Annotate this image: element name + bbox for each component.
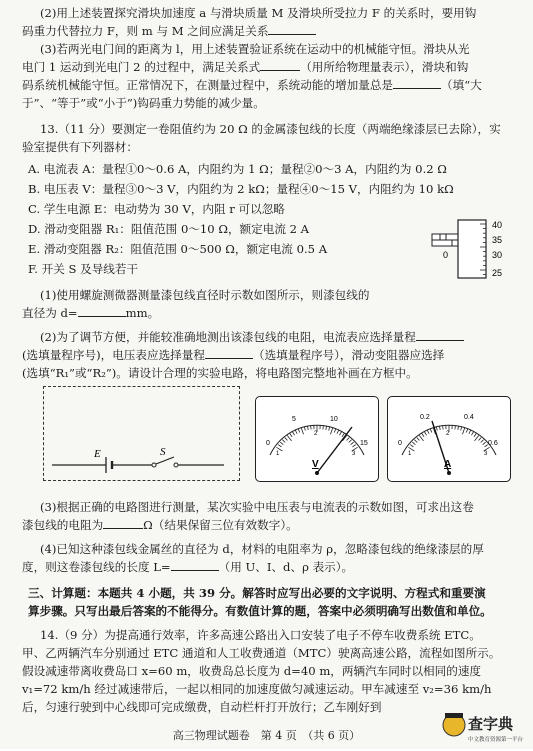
line-text: (3)若两光电门间的距离为 l，用上述装置验证系统在运动中的机械能守恒。滑块从光 bbox=[40, 42, 470, 56]
text-line bbox=[22, 348, 444, 362]
ammeter-scale-label: 0.6 bbox=[488, 440, 498, 447]
line-text: 漆包线的电阻为 bbox=[22, 518, 103, 532]
micrometer-tick-label: 25 bbox=[492, 268, 502, 278]
line-text: F. 开关 S 及导线若干 bbox=[28, 262, 138, 276]
dial-tick bbox=[326, 426, 327, 430]
text-line bbox=[28, 242, 327, 256]
text-line bbox=[40, 330, 464, 344]
dial-tick bbox=[323, 425, 324, 429]
dial-tick bbox=[339, 432, 341, 435]
dial-tick bbox=[280, 442, 283, 445]
dial-tick bbox=[471, 432, 473, 435]
text-line bbox=[22, 560, 353, 574]
text-line bbox=[22, 24, 316, 38]
text-line bbox=[22, 682, 491, 696]
ammeter-small-label: 1 bbox=[408, 451, 412, 457]
ammeter-scale-label: 0.4 bbox=[464, 414, 474, 421]
dial-tick bbox=[292, 432, 294, 435]
dial-tick bbox=[347, 437, 350, 440]
line-text-tail: （填“大 bbox=[441, 78, 482, 92]
text-line bbox=[28, 182, 454, 196]
text-line bbox=[40, 6, 476, 20]
dial-tick bbox=[419, 435, 423, 440]
micrometer-main-mark: 0 bbox=[443, 250, 448, 260]
dial-tick bbox=[307, 426, 308, 430]
answer-blank[interactable] bbox=[260, 60, 300, 71]
line-text: 14.（9 分）为提高通行效率，许多高速公路出入口安装了电子不停车收费系统 ETC。 bbox=[40, 628, 481, 642]
line-text: 后，匀速行驶到中心线即可完成缴费，自动栏杆打开放行；乙车刚好到 bbox=[22, 700, 381, 714]
line-text: 电门 1 运动到光电门 2 的过程中，满足关系式 bbox=[22, 60, 260, 74]
text-line bbox=[22, 96, 265, 110]
dial-tick bbox=[424, 432, 426, 435]
line-text-tail: （选填量程序号），滑动变阻器应选择 bbox=[253, 348, 444, 362]
dial-tick bbox=[481, 440, 484, 443]
voltmeter-scale-label: 5 bbox=[292, 416, 296, 423]
dial-tick bbox=[458, 426, 459, 430]
micrometer-tick-label: 40 bbox=[492, 220, 502, 230]
line-text: (2)用上述装置探究滑块加速度 a 与滑块质量 M 及滑块所受拉力 F 的关系时，要用钩 bbox=[40, 6, 476, 20]
line-text-tail: （用 U、I、d、ρ 表示）。 bbox=[219, 560, 354, 574]
answer-blank[interactable] bbox=[171, 560, 219, 571]
line-text: v₁=72 km/h 经过减速带后，一起以相同的加速度做匀减速运动。甲车减速至 v₂=36 km/h bbox=[22, 682, 491, 696]
line-text: 度，则这卷漆包线的长度 L= bbox=[22, 560, 171, 574]
text-line bbox=[28, 586, 486, 600]
line-text: 码系统机械能守恒。正常情况下，在测量过程中，系统动能的增加量总是 bbox=[22, 78, 393, 92]
dial-tick bbox=[443, 425, 444, 429]
line-text: (3)根据正确的电路图进行测量，某次实验中电压表与电流表的示数如图，可求出这卷 bbox=[40, 500, 474, 514]
text-line bbox=[40, 542, 484, 556]
dial-tick bbox=[298, 429, 300, 433]
line-text: A. 电流表 A：量程①0～0.6 A，内阻约为 1 Ω；量程②0～3 A，内阻约为 0.2 Ω bbox=[28, 162, 447, 176]
dial-tick bbox=[479, 437, 482, 440]
dial-tick bbox=[278, 445, 281, 447]
text-line bbox=[28, 262, 138, 276]
voltmeter-scale-label: 0 bbox=[266, 440, 270, 447]
voltmeter-small-label: 3 bbox=[352, 451, 356, 457]
dial-tick bbox=[417, 437, 420, 440]
text-line bbox=[22, 366, 418, 380]
watermark-subtext: 中文教育资源第一平台 bbox=[468, 735, 524, 743]
dial-tick bbox=[301, 428, 303, 435]
dial-tick bbox=[352, 445, 355, 447]
dial-tick bbox=[334, 429, 336, 433]
dial-tick bbox=[337, 430, 339, 434]
dial-tick bbox=[422, 433, 424, 436]
line-text: 甲、乙两辆汽车分别通过 ETC 通道和人工收费通道（MTC）驶离高速公路，流程如图所示。 bbox=[22, 646, 500, 660]
ammeter-small-label: 3 bbox=[484, 451, 488, 457]
ammeter-dial bbox=[387, 396, 511, 482]
line-text: 假设减速带离收费岛口 x=60 m，收费岛总长度为 d=40 m，两辆汽车同时以相同的速度 bbox=[22, 664, 481, 678]
line-text: (4)已知这种漆包线金属丝的直径为 d，材料的电阻率为 ρ，忽略漆包线的绝缘漆层的厚 bbox=[40, 542, 484, 556]
dial-tick bbox=[439, 426, 440, 430]
voltmeter-scale-label: 10 bbox=[330, 416, 338, 423]
line-text: (选填量程序号)，电压表应选择量程 bbox=[22, 348, 205, 362]
dial-tick bbox=[469, 430, 471, 434]
site-watermark-logo bbox=[440, 707, 530, 747]
circuit-diagram bbox=[44, 387, 239, 480]
line-text: (2)为了调节方便，并能较准确地测出该漆包线的电阻，电流表应选择量程 bbox=[40, 330, 416, 344]
switch-label: S bbox=[160, 446, 166, 458]
answer-blank[interactable] bbox=[268, 24, 316, 35]
text-line bbox=[28, 202, 285, 216]
text-line bbox=[40, 288, 369, 302]
dial-tick bbox=[342, 433, 344, 436]
dial-tick bbox=[311, 425, 312, 429]
text-line bbox=[22, 60, 468, 74]
voltmeter-needle bbox=[317, 427, 352, 473]
voltmeter-scale-label: 15 bbox=[360, 440, 368, 447]
text-line bbox=[40, 628, 481, 642]
dial-tick bbox=[436, 427, 437, 431]
dial-tick bbox=[351, 442, 354, 445]
dial-tick bbox=[474, 435, 478, 440]
text-line bbox=[22, 140, 138, 154]
line-text: (1)使用螺旋测微器测量漆包线直径时示数如图所示，则漆包线的 bbox=[40, 288, 369, 302]
line-text-tail: （用所给物理量表示），滑块和钩 bbox=[300, 60, 468, 74]
dial-tick bbox=[304, 427, 305, 431]
dial-tick bbox=[349, 440, 352, 443]
dial-tick bbox=[466, 429, 468, 433]
text-line bbox=[40, 42, 470, 56]
voltmeter-label: V bbox=[312, 459, 319, 470]
micrometer-tick-label: 30 bbox=[492, 250, 502, 260]
line-text: E. 滑动变阻器 R₂：阻值范围 0～500 Ω，额定电流 0.5 A bbox=[28, 242, 327, 256]
answer-blank[interactable] bbox=[416, 330, 464, 341]
line-text: 码重力代替拉力 F，则 m 与 M 之间应满足关系 bbox=[22, 24, 268, 38]
dial-tick bbox=[287, 435, 291, 440]
line-text-tail: mm。 bbox=[126, 306, 160, 320]
dial-tick bbox=[427, 430, 429, 434]
dial-tick bbox=[455, 425, 456, 429]
page-footer: 高三物理试题卷 第 4 页 （共 6 页） bbox=[0, 727, 533, 743]
dial-tick bbox=[290, 433, 292, 436]
answer-blank[interactable] bbox=[393, 78, 441, 89]
line-text: 于”、“等于”或“小于”)钩码重力势能的减少量。 bbox=[22, 96, 265, 110]
dial-tick bbox=[461, 427, 462, 431]
dial-tick bbox=[410, 445, 413, 447]
text-line bbox=[28, 604, 492, 618]
text-line bbox=[22, 664, 481, 678]
line-text: 三、计算题：本题共 4 小题，共 39 分。解答时应写出必要的文字说明、方程式和重要演 bbox=[28, 586, 486, 600]
voltmeter-small-label: 1 bbox=[276, 451, 280, 457]
dial-tick bbox=[285, 437, 288, 440]
dial-tick bbox=[483, 442, 486, 445]
voltmeter-small-label: 2 bbox=[314, 431, 318, 437]
battery-label: E bbox=[93, 448, 101, 460]
ammeter-scale-label: 0 bbox=[398, 440, 402, 447]
line-text: C. 学生电源 E：电动势为 30 V，内阻 r 可以忽略 bbox=[28, 202, 285, 216]
ammeter-small-label: 2 bbox=[446, 431, 450, 437]
micrometer-tick-label: 35 bbox=[492, 235, 502, 245]
text-line bbox=[40, 500, 474, 514]
text-line bbox=[22, 646, 500, 660]
text-line bbox=[28, 162, 447, 176]
text-line bbox=[22, 306, 159, 320]
line-text: B. 电压表 V：量程③0～3 V，内阻约为 2 kΩ；量程④0～15 V，内阻约为 10 kΩ bbox=[28, 182, 454, 196]
circuit-diagram-box bbox=[43, 386, 240, 481]
dial-tick bbox=[462, 428, 464, 435]
line-text: 直径为 d= bbox=[22, 306, 78, 320]
answer-blank[interactable] bbox=[78, 306, 126, 317]
text-line bbox=[22, 78, 482, 92]
ammeter-label: A bbox=[444, 459, 451, 470]
dial-tick bbox=[295, 430, 297, 434]
dial-tick bbox=[329, 427, 330, 431]
line-text: 算步骤。只写出最后答案的不能得分。有数值计算的题，答案中必须明确写出数值和单位。 bbox=[28, 604, 492, 618]
dial-tick bbox=[474, 433, 476, 436]
voltmeter-dial bbox=[255, 396, 379, 482]
text-line bbox=[40, 122, 501, 136]
dial-tick bbox=[414, 440, 417, 443]
dial-tick bbox=[412, 442, 415, 445]
dial-tick bbox=[430, 429, 432, 433]
watermark-text: 查字典 bbox=[468, 715, 514, 733]
line-text: (选填“R₁”或“R₂”)。请设计合理的实验电路，将电路图完整地补画在方框中。 bbox=[22, 366, 418, 380]
text-line bbox=[22, 700, 381, 714]
answer-blank[interactable] bbox=[205, 348, 253, 359]
dial-tick bbox=[282, 440, 285, 443]
line-text-tail: Ω（结果保留三位有效数字）。 bbox=[143, 518, 298, 532]
ammeter-scale-label: 0.2 bbox=[420, 414, 430, 421]
text-line bbox=[28, 222, 309, 236]
line-text: D. 滑动变阻器 R₁：阻值范围 0～10 Ω，额定电流 2 A bbox=[28, 222, 309, 236]
answer-blank[interactable] bbox=[103, 518, 143, 529]
dial-tick bbox=[330, 428, 332, 435]
line-text: 13.（11 分）要测定一卷阻值约为 20 Ω 的金属漆包线的长度（两端绝缘漆层已去除），实 bbox=[40, 122, 501, 136]
text-line bbox=[22, 518, 298, 532]
micrometer-figure bbox=[430, 214, 526, 282]
line-text: 验室提供有下列器材： bbox=[22, 140, 138, 154]
